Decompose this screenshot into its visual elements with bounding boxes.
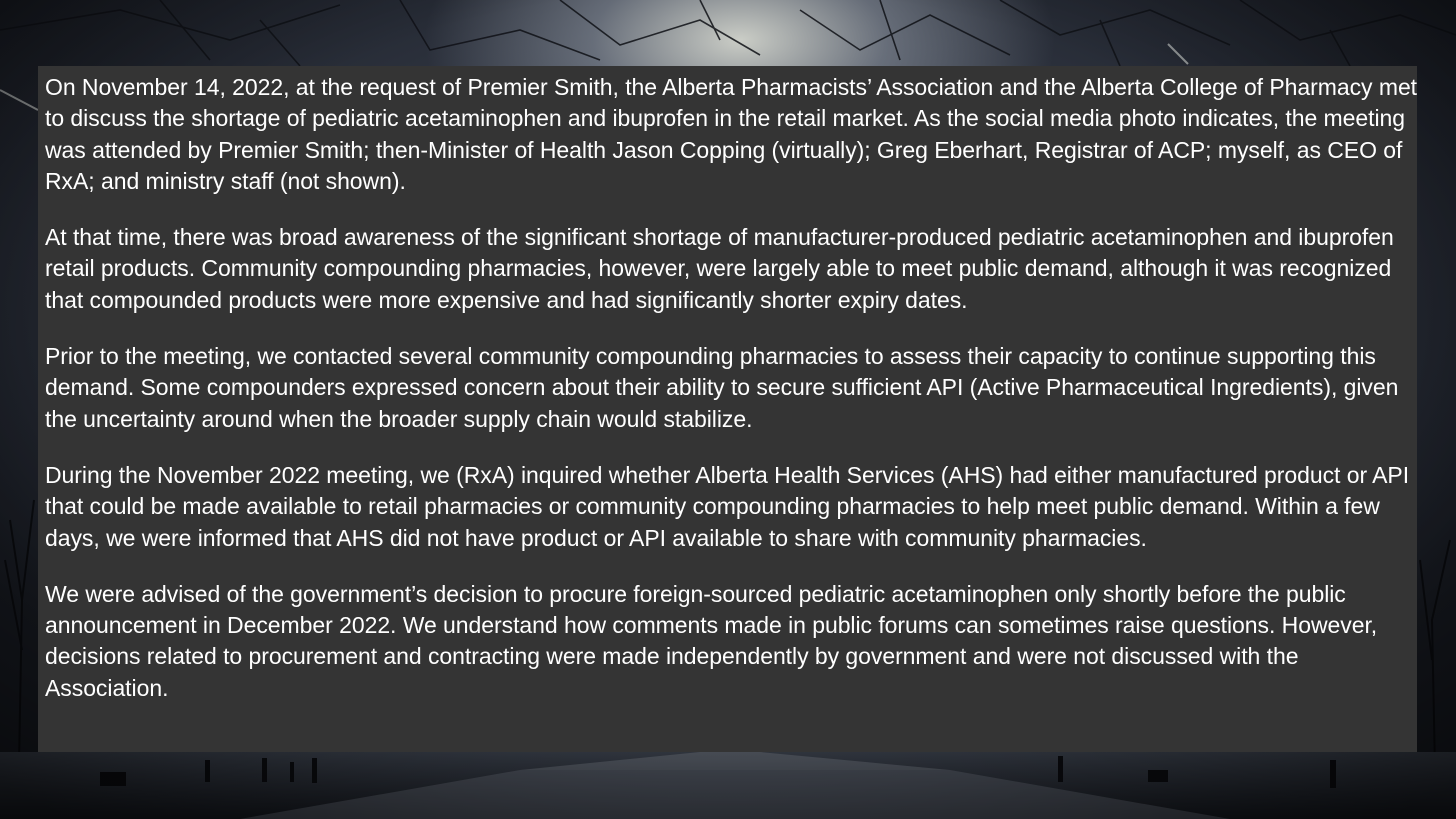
paragraph-ahs-inquiry: During the November 2022 meeting, we (RxA) inquired whether Alberta Health Services (AHS) had either manufactured product or API that could be made available to retail pharmacies or community compounding pharmacies to help meet public demand. Within a few days, we were informed that AHS did not have product or API available to share with community pharmacies. (45, 461, 1410, 551)
paragraph-compounder-outreach: Prior to the meeting, we contacted several community compounding pharmacies to assess their capacity to continue supporting this demand. Some compounders expressed concern about their ability to secure sufficient API (Active Pharmaceutical Ingredients), given the uncertainty around when the broader supply chain would stabilize. (45, 343, 1399, 432)
paragraph-shortage-awareness: At that time, there was broad awareness of the significant shortage of manufacturer-produced pediatric acetaminophen and ibuprofen retail products. Community compounding pharmacies, however, were largely able to meet public demand, although it was recognized that compounded products were more expensive and had significantly shorter expiry dates. (45, 224, 1394, 313)
text-panel (38, 66, 1417, 752)
paragraph-meeting-summary: On November 14, 2022, at the request of Premier Smith, the Alberta Pharmacists’ Association and the Alberta College of Pharmacy met to discuss the shortage of pediatric acetaminophen and ibuprofen in the retail market. As the social media photo indicates, the meeting was attended by Premier Smith; then-Minister of Health Jason Copping (virtually); Greg Eberhart, Registrar of ACP; myself, as CEO of RxA; and ministry staff (not shown). (45, 74, 1418, 194)
paragraph-procurement-decision: We were advised of the government’s decision to procure foreign-sourced pediatric acetaminophen only shortly before the public announcement in December 2022. We understand how comments made in public forums can sometimes raise questions. However, decisions related to procurement and contracting were made independently by government and were not discussed with the Association. (45, 580, 1378, 701)
